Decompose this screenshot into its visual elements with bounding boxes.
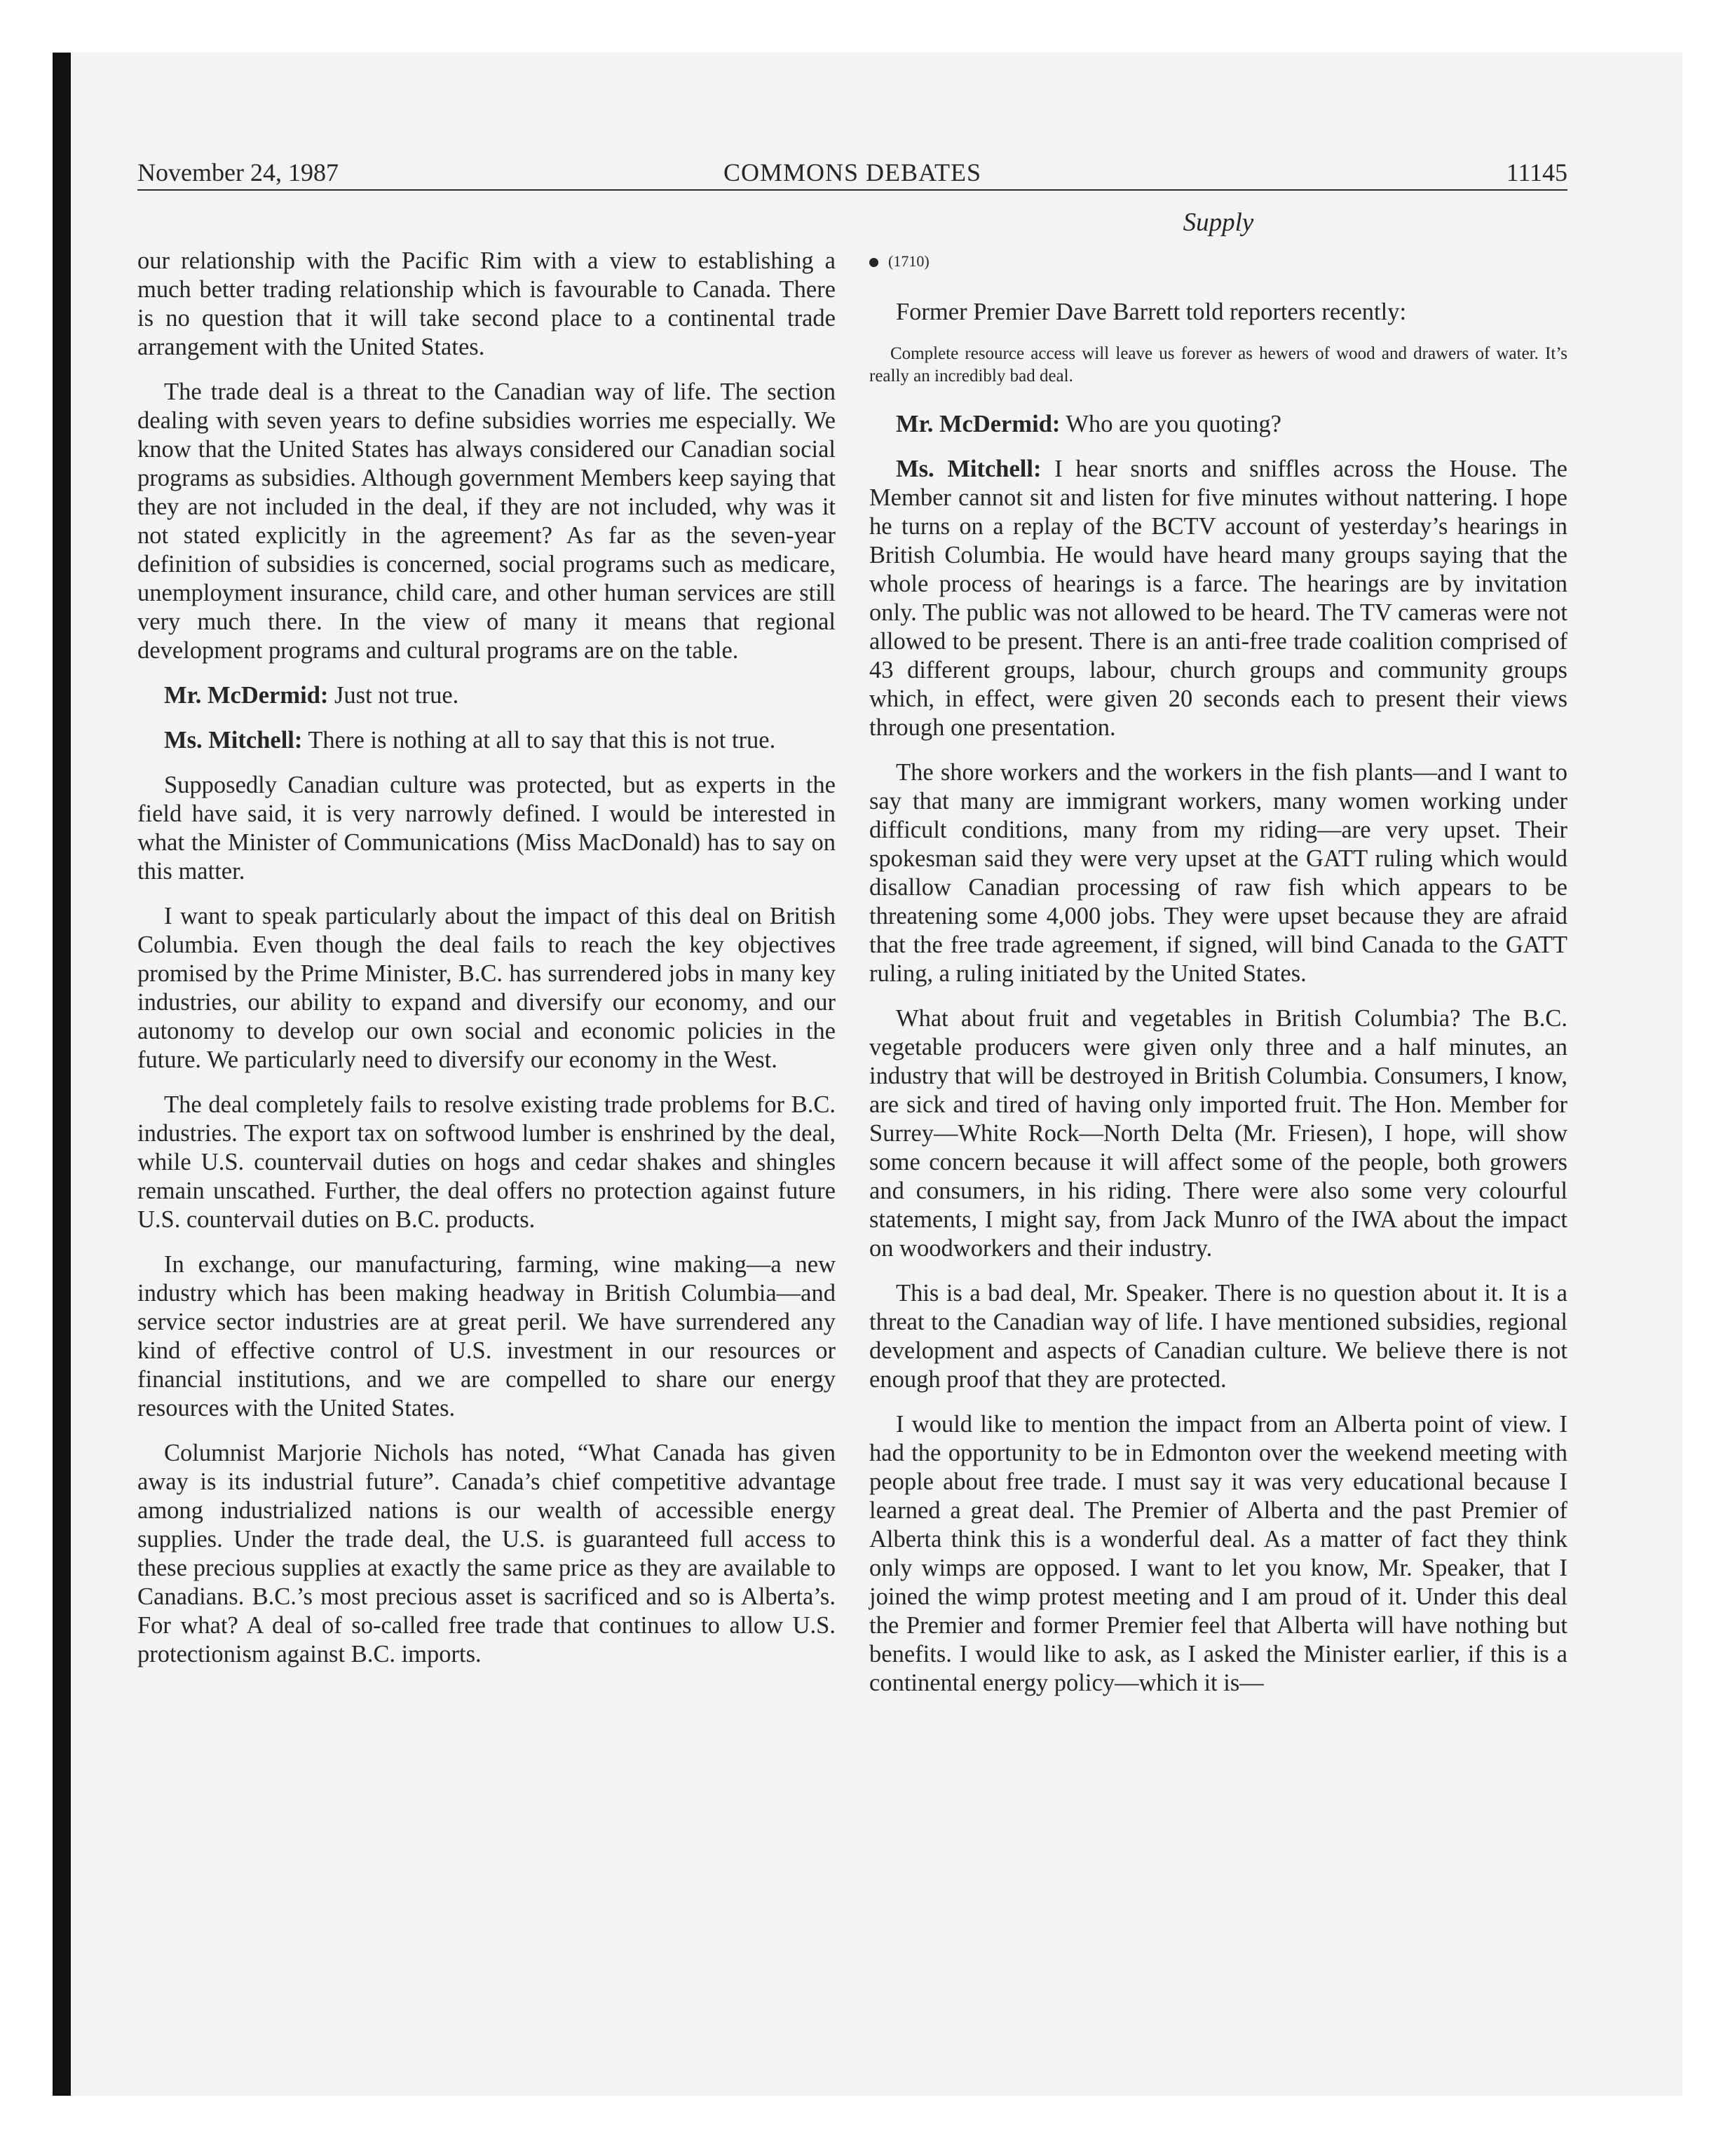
speech [869, 410, 1567, 439]
scan-border-edge [53, 53, 71, 2096]
paragraph: Supposedly Canadian culture was protected, but as experts in the field have said, it is very narrowly defined. I would be interested in what the Minister of Communications (Miss MacDonald) has to say on this matter. [137, 772, 836, 885]
header-date: November 24, 1987 [137, 158, 339, 186]
paragraph: our relationship with the Pacific Rim with a view to establishing a much better trading relationship which is favourable to Canada. There is no question that it will take second place to a continental trade arrangement with the United States. [137, 247, 836, 360]
speaker-name: Ms. Mitchell: [896, 456, 1042, 482]
header-page-number: 11145 [1506, 158, 1567, 186]
bullet-dot-icon [869, 258, 878, 267]
paragraph: This is a bad deal, Mr. Speaker. There is no question about it. It is a threat to the Canadian way of life. I have mentioned subsidies, regional development and aspects of Canadian culture. We believe there is not enough proof that they are protected. [869, 1280, 1567, 1393]
speech [869, 455, 1567, 742]
header-title: COMMONS DEBATES [723, 158, 982, 186]
speech-text: There is nothing at all to say that this is not true. [302, 727, 776, 753]
block-quote: Complete resource access will leave us forever as hewers of wood and drawers of water. It’s really an incredibly bad deal. [869, 344, 1567, 386]
running-header [137, 156, 1567, 189]
speaker-name: Mr. McDermid: [896, 411, 1061, 437]
right-column [869, 247, 1567, 1714]
time-marker [869, 247, 1567, 275]
speech-text: Who are you quoting? [1060, 411, 1281, 437]
paragraph: Former Premier Dave Barrett told reporters recently: [896, 299, 1407, 325]
paragraph: I want to speak particularly about the impact of this deal on British Columbia. Even though the deal fails to reach the key objectives promised by the Prime Minister, B.C. has surrendered jobs in many key industries, our ability to expand and diversify our economy, and our autonomy to develop our own social and economic policies in the future. We particularly need to diversify our economy in the West. [137, 903, 836, 1073]
section-label: Supply [1183, 208, 1254, 237]
left-column [137, 247, 836, 1685]
header-rule [137, 189, 1567, 191]
paragraph: The deal completely fails to resolve existing trade problems for B.C. industries. The export tax on softwood lumber is enshrined by the deal, while U.S. countervail duties on hogs and cedar shakes and shingles remain unscathed. Further, the deal offers no protection against future U.S. countervail duties on B.C. products. [137, 1091, 836, 1233]
speaker-name: Ms. Mitchell: [164, 727, 303, 753]
speech [137, 681, 836, 710]
paragraph: The shore workers and the workers in the fish plants—and I want to say that many are immigrant workers, many women working under difficult conditions, many from my riding—are very upset. Their spokesman said they were very upset at the GATT ruling which would disallow Canadian processing of raw fish which appears to be threatening some 4,000 jobs. They were upset because they are afraid that the free trade agreement, if signed, will bind Canada to the GATT ruling, a ruling initiated by the United States. [869, 759, 1567, 987]
paragraph: Columnist Marjorie Nichols has noted, “What Canada has given away is its industrial future”. Canada’s chief competitive advantage among industrialized nations is our wealth of accessible energy supplies. Under the trade deal, the U.S. is guaranteed full access to these precious supplies at exactly the same price as they are available to Canadians. B.C.’s most precious asset is sacrificed and so is Alberta’s. For what? A deal of so-called free trade that continues to allow U.S. protectionism against B.C. imports. [137, 1440, 836, 1667]
speech-text: Just not true. [328, 682, 459, 709]
paragraph: In exchange, our manufacturing, farming, wine making—a new industry which has been making headway in British Columbia—and service sector industries are at great peril. We have surrendered any kind of effective control of U.S. investment in our resources or financial institutions, and we are compelled to share our energy resources with the United States. [137, 1251, 836, 1421]
paragraph: I would like to mention the impact from an Alberta point of view. I had the opportunity to be in Edmonton over the weekend meeting with people about free trade. I must say it was very educational because I learned a great deal. The Premier of Alberta and the past Premier of Alberta think this is a wonderful deal. As a matter of fact they think only wimps are opposed. I want to let you know, Mr. Speaker, that I joined the wimp protest meeting and I am proud of it. Under this deal the Premier and former Premier feel that Alberta will have nothing but benefits. I would like to ask, as I asked the Minister earlier, if this is a continental energy policy—which it is— [869, 1411, 1567, 1696]
time-marker-text: (1710) [888, 252, 930, 270]
speech-text: I hear snorts and sniffles across the House. The Member cannot sit and listen for five minutes without nattering. I hope he turns on a replay of the BCTV account of yesterday’s hearings in British Columbia. He would have heard many groups saying that the whole process of hearings is a farce. The hearings are by invitation only. The public was not allowed to be heard. The TV cameras were not allowed to be present. There is an anti-free trade coalition comprised of 43 different groups, labour, church groups and community groups which, in effect, were given 20 seconds each to present their views through one presentation. [869, 456, 1567, 741]
paragraph: The trade deal is a threat to the Canadian way of life. The section dealing with seven years to define subsidies worries me especially. We know that the United States has always considered our Canadian social programs as subsidies. Although government Members keep saying that they are not included in the deal, if they are not included, why was it not stated explicitly in the agreement? As far as the seven-year definition of subsidies is concerned, social programs such as medicare, unemployment insurance, child care, and other human services are still very much there. In the view of many it means that regional development programs and cultural programs are on the table. [137, 378, 836, 664]
paragraph: What about fruit and vegetables in British Columbia? The B.C. vegetable producers were given only three and a half minutes, an industry that will be destroyed in British Columbia. Consumers, I know, are sick and tired of having only imported fruit. The Hon. Member for Surrey—White Rock—North Delta (Mr. Friesen), I hope, will show some concern because it will affect some of the people, both growers and consumers, in his riding. There were also some very colourful statements, I might say, from Jack Munro of the IWA about the impact on woodworkers and their industry. [869, 1005, 1567, 1262]
speaker-name: Mr. McDermid: [164, 682, 329, 709]
speech [137, 726, 836, 755]
